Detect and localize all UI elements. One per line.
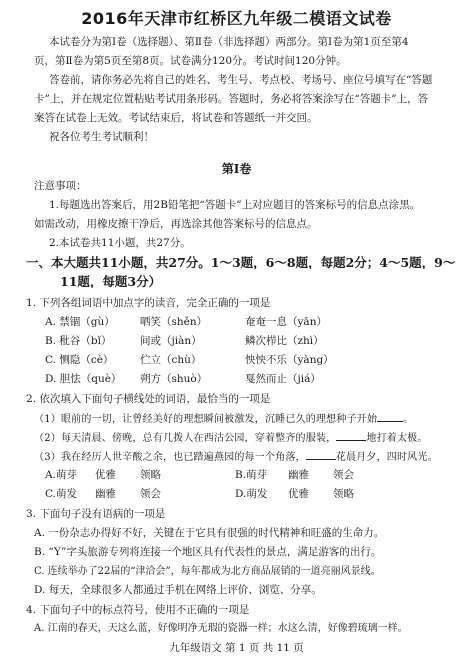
notes-line: 1.每题选出答案后，用2B铅笔把“答题卡”上对应题目的答案标号的信息点涂黑。 (49, 199, 421, 211)
q1-option-c-3: 怏怏不乐（yàng） (245, 354, 334, 366)
notes-line: 2.本试卷共11小题，共27分。 (49, 237, 191, 249)
q2-option-c-2: 幽雅 (95, 488, 116, 500)
q1-option-a-3: 奄奄一息（yān） (245, 316, 327, 328)
q2-option-b-2: 幽雅 (288, 469, 309, 481)
q2-option-b-3: 领会 (333, 469, 354, 481)
q3-option-a: A. 一份杂志办得好不好，关键在于它具有很强的时代精神和旺盛的生命力。 (34, 527, 385, 539)
part-heading: 一、本大题共11小题，共27分。1～3题，6～8题，每题2分；4～5题，9～ (26, 256, 456, 269)
q2-option-c-1: C.萌发 (45, 488, 77, 500)
question-3-stem: 3. 下面句子没有语病的一项是 (26, 508, 166, 520)
q1-option-c-1: C. 恻隐（cè） (45, 354, 114, 366)
q2-sentence-3-text: （3）我在经历人世辛酸之余，也已踏遍燕园的每一个角落， (34, 452, 306, 463)
question-4-stem: 4. 下面句子中的标点符号，使用不正确的一项是 (26, 604, 250, 616)
q1-option-a-2: 哂笑（shěn） (140, 316, 208, 328)
q2-sentence-1-text: （1）眼前的一切，让曾经美好的理想瞬间被激发，沉睡已久的理想种子开始 (34, 414, 378, 425)
q1-option-d-1: D. 胆怯（què） (45, 373, 122, 385)
q2-option-a-2: 优雅 (95, 469, 116, 481)
q2-option-b-1: B.萌芽 (235, 469, 268, 481)
q2-option-d-1: D.萌发 (235, 488, 268, 500)
q2-sentence-2-text: （2）每天清晨、傍晚，总有几拨人在西沽公园，穿着整齐的服装， (34, 433, 337, 444)
q4-option-a: A. 江南的春天，天这么蓝，好像明净无瑕的瓷器一样；水这么清，好像碧琉璃一样。 (34, 623, 408, 634)
q2-sentence-2-end: 地打着太极。 (366, 433, 428, 444)
q3-option-b: B. “Y”字头旅游专列将连接一个地区具有代表性的景点，满足游客的出行。 (34, 546, 382, 558)
part-heading: 11题，每题3分） (60, 275, 162, 288)
q2-option-a-1: A.萌芽 (45, 469, 77, 481)
q1-option-a-1: A. 禁锢（gù） (45, 316, 115, 328)
q1-option-d-2: 朔方（shuò） (140, 373, 208, 385)
q2-option-d-3: 领略 (333, 488, 354, 500)
q2-sentence-3-end: 花晨月夕，四时风光。 (335, 452, 438, 463)
section-title: 第Ⅰ卷 (221, 162, 252, 176)
question-1-stem: 1. 下列各组词语中加点字的读音，完全正确的一项是 (26, 297, 271, 309)
q1-option-d-3: 戛然而止（jiá） (245, 373, 321, 385)
question-2-stem: 2. 依次填入下面句子横线处的词语，最恰当的一项是 (26, 393, 271, 405)
q3-option-c: C. 连续举办了22届的“津洽会”，每年都成为北方商品展销的一道亮丽风景线。 (34, 566, 381, 577)
notes-line: 如需改动，用橡皮擦干净后，再选涂其他答案标号的信息点。 (34, 218, 318, 230)
q1-option-b-3: 鳞次栉比（zhì） (245, 335, 324, 347)
notes-heading: 注意事项： (34, 180, 87, 192)
answer-blank (336, 431, 366, 441)
q2-option-d-2: 优雅 (288, 488, 309, 500)
intro-line: 答卷前，请你务必先将自己的姓名、考生号、考点校、考场号、座位号填写在“答题 (49, 74, 433, 86)
q1-option-b-2: 间或（jiàn） (140, 335, 202, 347)
q2-sentence-3 (34, 450, 438, 464)
intro-line: 页，第Ⅱ卷为第5页至第8页。试卷满分120分。考试时间120分钟。 (34, 55, 347, 67)
q2-sentence-1-end: 。 (403, 414, 414, 425)
page-footer: 九年级语文 第 1 页 共 11 页 (169, 642, 304, 654)
intro-line: 案答在试卷上无效。考试结束后，将试卷和答题纸一并交回。 (34, 112, 318, 124)
q2-sentence-2 (34, 431, 428, 445)
intro-line: 卡”上，并在规定位置粘贴考试用条形码。答题时，务必将答案涂写在“答题卡”上，答 (34, 93, 429, 105)
q2-option-c-3: 领会 (140, 488, 161, 500)
intro-line: 本试卷分为第Ⅰ卷（选择题）、第Ⅱ卷（非选择题）两部分。第Ⅰ卷为第1页至第4 (49, 36, 409, 48)
q2-sentence-1 (34, 412, 413, 426)
q2-option-a-3: 领略 (140, 469, 161, 481)
intro-line: 祝各位考生考试顺利！ (49, 131, 154, 143)
answer-blank (377, 412, 403, 422)
answer-blank (306, 450, 336, 460)
q1-option-c-2: 伫立（chù） (140, 354, 202, 366)
exam-title: 2016年天津市红桥区九年级二模语文试卷 (81, 9, 392, 28)
q1-option-b-1: B. 秕谷（bǐ） (45, 335, 112, 347)
q3-option-d: D. 每天，全球很多人都通过手机在网络上评价、浏览、分享。 (34, 584, 322, 596)
